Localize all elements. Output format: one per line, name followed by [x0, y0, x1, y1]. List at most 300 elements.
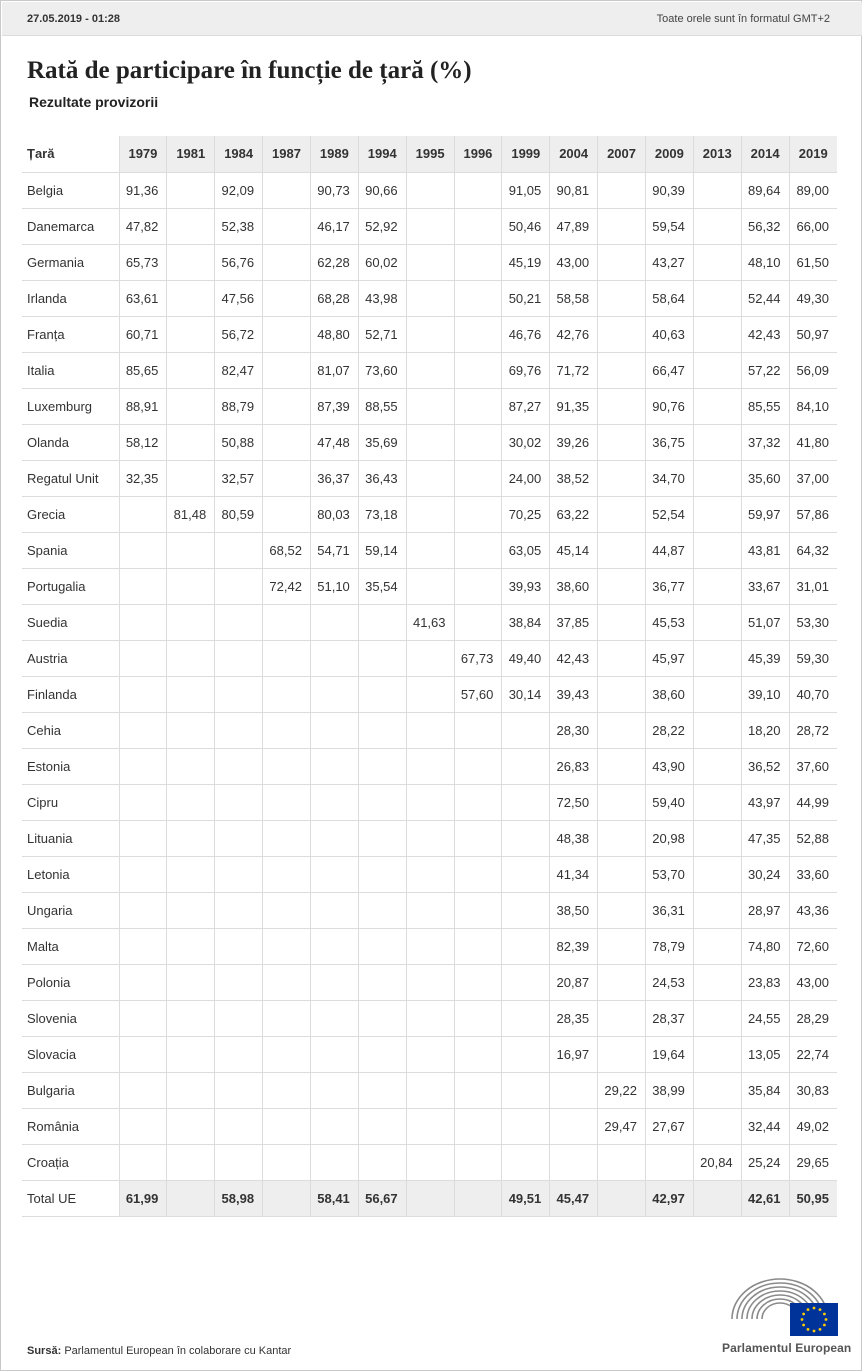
turnout-value-cell: [454, 892, 502, 928]
turnout-value-cell: 35,69: [358, 424, 406, 460]
table-row: [22, 208, 837, 244]
turnout-value-cell: 37,60: [789, 748, 837, 784]
turnout-value-cell: [263, 1144, 311, 1180]
turnout-value-cell: [502, 928, 550, 964]
turnout-value-cell: [406, 712, 454, 748]
turnout-value-cell: 39,43: [550, 676, 598, 712]
turnout-value-cell: [215, 532, 263, 568]
turnout-value-cell: [167, 748, 215, 784]
turnout-value-cell: 56,32: [741, 208, 789, 244]
turnout-value-cell: 59,14: [358, 532, 406, 568]
turnout-value-cell: 88,55: [358, 388, 406, 424]
turnout-value-cell: [406, 208, 454, 244]
turnout-value-cell: [502, 892, 550, 928]
turnout-value-cell: 69,76: [502, 352, 550, 388]
turnout-value-cell: [598, 208, 646, 244]
logo-wordmark: Parlamentul European: [722, 1341, 852, 1355]
turnout-value-cell: [167, 1000, 215, 1036]
turnout-value-cell: 59,30: [789, 640, 837, 676]
turnout-value-cell: 50,21: [502, 280, 550, 316]
turnout-value-cell: 53,70: [645, 856, 693, 892]
turnout-value-cell: [358, 892, 406, 928]
turnout-value-cell: 32,35: [119, 460, 167, 496]
turnout-value-cell: [310, 928, 358, 964]
turnout-value-cell: 80,03: [310, 496, 358, 532]
turnout-value-cell: 78,79: [645, 928, 693, 964]
turnout-value-cell: [263, 208, 311, 244]
turnout-value-cell: [454, 172, 502, 208]
table-row: [22, 640, 837, 676]
turnout-value-cell: 49,30: [789, 280, 837, 316]
turnout-value-cell: [215, 748, 263, 784]
turnout-value-cell: 41,80: [789, 424, 837, 460]
turnout-value-cell: [310, 748, 358, 784]
total-value-cell: [454, 1180, 502, 1216]
turnout-value-cell: 41,63: [406, 604, 454, 640]
table-row: [22, 172, 837, 208]
turnout-value-cell: [215, 1108, 263, 1144]
table-row: [22, 712, 837, 748]
turnout-value-cell: 48,38: [550, 820, 598, 856]
turnout-value-cell: 84,10: [789, 388, 837, 424]
turnout-value-cell: [263, 820, 311, 856]
turnout-value-cell: [454, 820, 502, 856]
turnout-value-cell: [454, 208, 502, 244]
table-row: [22, 460, 837, 496]
turnout-value-cell: [167, 1108, 215, 1144]
turnout-value-cell: [215, 676, 263, 712]
turnout-value-cell: 36,37: [310, 460, 358, 496]
country-name: Franța: [22, 316, 119, 352]
total-value-cell: [406, 1180, 454, 1216]
turnout-value-cell: [119, 1108, 167, 1144]
country-name: Germania: [22, 244, 119, 280]
turnout-value-cell: [167, 244, 215, 280]
turnout-value-cell: 73,60: [358, 352, 406, 388]
turnout-value-cell: 53,30: [789, 604, 837, 640]
turnout-value-cell: [310, 1108, 358, 1144]
turnout-value-cell: [550, 1144, 598, 1180]
turnout-value-cell: 20,98: [645, 820, 693, 856]
turnout-value-cell: [693, 856, 741, 892]
turnout-value-cell: 82,39: [550, 928, 598, 964]
turnout-value-cell: [454, 1108, 502, 1144]
turnout-value-cell: [406, 1144, 454, 1180]
turnout-value-cell: 42,43: [550, 640, 598, 676]
turnout-value-cell: [598, 352, 646, 388]
turnout-value-cell: [119, 640, 167, 676]
turnout-value-cell: [215, 1144, 263, 1180]
turnout-value-cell: 87,39: [310, 388, 358, 424]
turnout-value-cell: [406, 568, 454, 604]
turnout-value-cell: 74,80: [741, 928, 789, 964]
table-row: [22, 748, 837, 784]
turnout-value-cell: [358, 1108, 406, 1144]
year-column-header: 2007: [598, 136, 646, 172]
turnout-value-cell: [693, 532, 741, 568]
turnout-value-cell: 63,05: [502, 532, 550, 568]
turnout-value-cell: 20,84: [693, 1144, 741, 1180]
turnout-value-cell: [454, 280, 502, 316]
table-header-row: [22, 136, 837, 172]
turnout-value-cell: 45,97: [645, 640, 693, 676]
turnout-value-cell: [693, 928, 741, 964]
turnout-value-cell: [167, 532, 215, 568]
turnout-value-cell: 71,72: [550, 352, 598, 388]
turnout-value-cell: 68,52: [263, 532, 311, 568]
turnout-value-cell: [550, 1108, 598, 1144]
turnout-value-cell: 35,60: [741, 460, 789, 496]
turnout-value-cell: [406, 892, 454, 928]
turnout-value-cell: [454, 532, 502, 568]
turnout-value-cell: [358, 856, 406, 892]
turnout-value-cell: 50,88: [215, 424, 263, 460]
turnout-value-cell: [310, 892, 358, 928]
table-row: [22, 352, 837, 388]
turnout-value-cell: [598, 316, 646, 352]
turnout-value-cell: 33,67: [741, 568, 789, 604]
turnout-value-cell: [215, 1000, 263, 1036]
turnout-value-cell: [358, 784, 406, 820]
turnout-value-cell: [598, 928, 646, 964]
turnout-value-cell: [406, 280, 454, 316]
turnout-value-cell: [119, 1072, 167, 1108]
country-name: Danemarca: [22, 208, 119, 244]
turnout-value-cell: 33,60: [789, 856, 837, 892]
turnout-value-cell: [454, 856, 502, 892]
table-row: [22, 604, 837, 640]
turnout-value-cell: [406, 532, 454, 568]
year-column-header: 2009: [645, 136, 693, 172]
turnout-value-cell: 28,37: [645, 1000, 693, 1036]
total-value-cell: 50,95: [789, 1180, 837, 1216]
turnout-value-cell: 45,39: [741, 640, 789, 676]
turnout-value-cell: [598, 604, 646, 640]
turnout-value-cell: 63,61: [119, 280, 167, 316]
page-subtitle: Rezultate provizorii: [29, 94, 159, 110]
turnout-value-cell: 28,29: [789, 1000, 837, 1036]
turnout-value-cell: [406, 820, 454, 856]
table-row: [22, 316, 837, 352]
turnout-value-cell: 16,97: [550, 1036, 598, 1072]
turnout-value-cell: 43,98: [358, 280, 406, 316]
table-row: [22, 820, 837, 856]
turnout-value-cell: 87,27: [502, 388, 550, 424]
turnout-value-cell: 59,97: [741, 496, 789, 532]
turnout-value-cell: 59,54: [645, 208, 693, 244]
turnout-value-cell: [263, 748, 311, 784]
turnout-value-cell: 80,59: [215, 496, 263, 532]
turnout-value-cell: 70,25: [502, 496, 550, 532]
turnout-value-cell: [693, 172, 741, 208]
turnout-value-cell: 66,47: [645, 352, 693, 388]
turnout-value-cell: 35,54: [358, 568, 406, 604]
year-column-header: 1987: [263, 136, 311, 172]
turnout-value-cell: [454, 244, 502, 280]
turnout-value-cell: 58,64: [645, 280, 693, 316]
turnout-value-cell: [263, 244, 311, 280]
turnout-value-cell: [406, 316, 454, 352]
turnout-value-cell: [310, 820, 358, 856]
total-value-cell: [598, 1180, 646, 1216]
turnout-value-cell: [693, 892, 741, 928]
turnout-value-cell: 52,38: [215, 208, 263, 244]
turnout-value-cell: 91,35: [550, 388, 598, 424]
turnout-value-cell: [406, 1108, 454, 1144]
country-name: Finlanda: [22, 676, 119, 712]
turnout-value-cell: 49,02: [789, 1108, 837, 1144]
country-name: Regatul Unit: [22, 460, 119, 496]
turnout-value-cell: [454, 316, 502, 352]
country-name: Italia: [22, 352, 119, 388]
turnout-value-cell: [215, 1036, 263, 1072]
country-name: Slovenia: [22, 1000, 119, 1036]
turnout-value-cell: 43,36: [789, 892, 837, 928]
country-name: Letonia: [22, 856, 119, 892]
turnout-value-cell: [454, 928, 502, 964]
country-name: Cehia: [22, 712, 119, 748]
turnout-value-cell: [167, 640, 215, 676]
turnout-value-cell: [215, 604, 263, 640]
turnout-value-cell: [454, 460, 502, 496]
table-row: [22, 1108, 837, 1144]
table-row: [22, 532, 837, 568]
turnout-value-cell: [167, 424, 215, 460]
country-name: Suedia: [22, 604, 119, 640]
turnout-value-cell: [263, 316, 311, 352]
turnout-value-cell: 24,55: [741, 1000, 789, 1036]
turnout-value-cell: [215, 928, 263, 964]
turnout-value-cell: 41,34: [550, 856, 598, 892]
turnout-value-cell: [502, 964, 550, 1000]
turnout-value-cell: [693, 280, 741, 316]
turnout-value-cell: 58,58: [550, 280, 598, 316]
turnout-value-cell: [263, 712, 311, 748]
turnout-value-cell: [454, 1036, 502, 1072]
table-row: [22, 244, 837, 280]
turnout-value-cell: [310, 676, 358, 712]
turnout-value-cell: 89,64: [741, 172, 789, 208]
year-column-header: 2004: [550, 136, 598, 172]
turnout-value-cell: [550, 1072, 598, 1108]
turnout-value-cell: [215, 640, 263, 676]
turnout-value-cell: [119, 676, 167, 712]
year-column-header: 1989: [310, 136, 358, 172]
turnout-value-cell: 82,47: [215, 352, 263, 388]
turnout-value-cell: [167, 964, 215, 1000]
year-column-header: 2014: [741, 136, 789, 172]
year-column-header: 1984: [215, 136, 263, 172]
table-row: [22, 280, 837, 316]
turnout-value-cell: [406, 748, 454, 784]
source-note: [27, 1345, 291, 1357]
turnout-value-cell: 28,35: [550, 1000, 598, 1036]
turnout-value-cell: 48,80: [310, 316, 358, 352]
year-column-header: 1996: [454, 136, 502, 172]
turnout-value-cell: [263, 280, 311, 316]
turnout-value-cell: 34,70: [645, 460, 693, 496]
turnout-value-cell: 92,09: [215, 172, 263, 208]
table-row: [22, 928, 837, 964]
turnout-value-cell: 37,00: [789, 460, 837, 496]
turnout-value-cell: [263, 424, 311, 460]
turnout-value-cell: [310, 1036, 358, 1072]
turnout-value-cell: [406, 1036, 454, 1072]
turnout-value-cell: 63,22: [550, 496, 598, 532]
turnout-value-cell: 39,26: [550, 424, 598, 460]
turnout-value-cell: 39,10: [741, 676, 789, 712]
turnout-value-cell: [406, 640, 454, 676]
turnout-value-cell: [119, 892, 167, 928]
turnout-value-cell: [119, 820, 167, 856]
country-name: Ungaria: [22, 892, 119, 928]
turnout-value-cell: 19,64: [645, 1036, 693, 1072]
turnout-value-cell: 29,65: [789, 1144, 837, 1180]
turnout-value-cell: [167, 712, 215, 748]
country-name: Cipru: [22, 784, 119, 820]
turnout-value-cell: 48,10: [741, 244, 789, 280]
turnout-value-cell: 52,88: [789, 820, 837, 856]
source-text: Parlamentul European în colaborare cu Kantar: [64, 1345, 292, 1357]
table-row: [22, 964, 837, 1000]
turnout-value-cell: [693, 1000, 741, 1036]
turnout-value-cell: [693, 208, 741, 244]
turnout-value-cell: [167, 1072, 215, 1108]
turnout-value-cell: 40,70: [789, 676, 837, 712]
turnout-value-cell: 90,81: [550, 172, 598, 208]
turnout-value-cell: [167, 784, 215, 820]
turnout-value-cell: 52,44: [741, 280, 789, 316]
turnout-value-cell: [598, 424, 646, 460]
turnout-value-cell: [119, 1144, 167, 1180]
turnout-value-cell: [406, 784, 454, 820]
turnout-value-cell: [263, 1000, 311, 1036]
turnout-value-cell: [119, 928, 167, 964]
turnout-value-cell: 50,46: [502, 208, 550, 244]
turnout-value-cell: [358, 640, 406, 676]
top-info-bar: [2, 2, 862, 36]
turnout-value-cell: [406, 1000, 454, 1036]
turnout-value-cell: [454, 712, 502, 748]
turnout-value-cell: 43,00: [789, 964, 837, 1000]
turnout-value-cell: [167, 892, 215, 928]
turnout-value-cell: [502, 712, 550, 748]
turnout-value-cell: [167, 928, 215, 964]
turnout-value-cell: 90,66: [358, 172, 406, 208]
turnout-value-cell: [358, 712, 406, 748]
turnout-value-cell: 47,56: [215, 280, 263, 316]
turnout-value-cell: [693, 1108, 741, 1144]
turnout-value-cell: [263, 964, 311, 1000]
turnout-value-cell: 68,28: [310, 280, 358, 316]
turnout-value-cell: 47,82: [119, 208, 167, 244]
turnout-value-cell: [167, 568, 215, 604]
turnout-value-cell: [167, 1036, 215, 1072]
table-body: [22, 172, 837, 1216]
turnout-value-cell: [454, 1144, 502, 1180]
total-value-cell: [263, 1180, 311, 1216]
turnout-value-cell: 88,91: [119, 388, 167, 424]
turnout-value-cell: 38,84: [502, 604, 550, 640]
turnout-value-cell: [310, 1072, 358, 1108]
turnout-value-cell: [598, 856, 646, 892]
turnout-value-cell: [215, 820, 263, 856]
total-value-cell: [693, 1180, 741, 1216]
turnout-value-cell: [406, 676, 454, 712]
country-column-header: Țară: [22, 136, 119, 172]
table-row: [22, 1036, 837, 1072]
turnout-value-cell: 36,31: [645, 892, 693, 928]
turnout-value-cell: [358, 1036, 406, 1072]
turnout-value-cell: [454, 1072, 502, 1108]
turnout-value-cell: [598, 388, 646, 424]
turnout-value-cell: [598, 460, 646, 496]
turnout-value-cell: 29,22: [598, 1072, 646, 1108]
turnout-value-cell: 42,76: [550, 316, 598, 352]
turnout-value-cell: [358, 1072, 406, 1108]
turnout-value-cell: 46,76: [502, 316, 550, 352]
turnout-value-cell: [693, 748, 741, 784]
turnout-value-cell: 67,73: [454, 640, 502, 676]
turnout-value-cell: 45,14: [550, 532, 598, 568]
turnout-value-cell: [598, 892, 646, 928]
turnout-value-cell: 47,89: [550, 208, 598, 244]
turnout-value-cell: [693, 352, 741, 388]
turnout-value-cell: 28,30: [550, 712, 598, 748]
turnout-value-cell: 54,71: [310, 532, 358, 568]
turnout-value-cell: [598, 532, 646, 568]
table-row: [22, 496, 837, 532]
turnout-value-cell: [454, 352, 502, 388]
turnout-value-cell: 89,00: [789, 172, 837, 208]
turnout-value-cell: [263, 892, 311, 928]
turnout-value-cell: [310, 856, 358, 892]
turnout-value-cell: [263, 460, 311, 496]
turnout-value-cell: 90,39: [645, 172, 693, 208]
turnout-value-cell: [263, 1036, 311, 1072]
table-row: [22, 676, 837, 712]
turnout-value-cell: 18,20: [741, 712, 789, 748]
turnout-value-cell: 36,43: [358, 460, 406, 496]
year-column-header: 1981: [167, 136, 215, 172]
year-column-header: 2013: [693, 136, 741, 172]
turnout-value-cell: [358, 820, 406, 856]
table-row: [22, 568, 837, 604]
turnout-value-cell: [119, 784, 167, 820]
turnout-value-cell: 56,76: [215, 244, 263, 280]
turnout-value-cell: [263, 640, 311, 676]
turnout-value-cell: 42,43: [741, 316, 789, 352]
turnout-value-cell: [598, 496, 646, 532]
turnout-value-cell: [693, 676, 741, 712]
total-value-cell: 58,41: [310, 1180, 358, 1216]
turnout-value-cell: [167, 388, 215, 424]
turnout-value-cell: [119, 496, 167, 532]
turnout-value-cell: 60,02: [358, 244, 406, 280]
turnout-value-cell: [215, 1072, 263, 1108]
turnout-value-cell: 44,87: [645, 532, 693, 568]
turnout-value-cell: 31,01: [789, 568, 837, 604]
turnout-value-cell: 90,73: [310, 172, 358, 208]
country-name: Croația: [22, 1144, 119, 1180]
turnout-value-cell: [358, 676, 406, 712]
turnout-value-cell: [454, 496, 502, 532]
turnout-value-cell: 58,12: [119, 424, 167, 460]
turnout-value-cell: [454, 784, 502, 820]
turnout-value-cell: 52,92: [358, 208, 406, 244]
turnout-value-cell: [167, 460, 215, 496]
turnout-value-cell: [598, 676, 646, 712]
